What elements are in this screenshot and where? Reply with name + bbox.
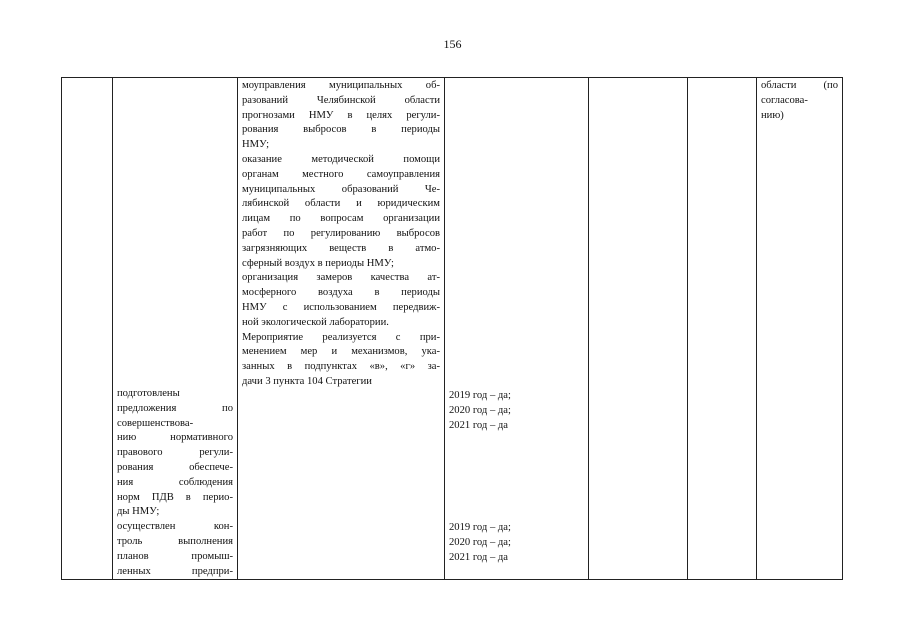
text-line: планов промыш- [117, 550, 233, 562]
text-line: дачи 3 пункта 104 Стратегии [242, 375, 372, 387]
text-line: нию) [761, 109, 784, 121]
text-line: организация замеров качества ат- [242, 272, 440, 284]
cell-years [445, 78, 589, 580]
cell-responsible [757, 78, 843, 580]
table-row [62, 78, 843, 580]
text-line: 2019 год – да; [449, 522, 511, 533]
objective-item-1 [117, 387, 233, 579]
text-line: прогнозами НМУ в целях регули- [242, 109, 440, 121]
text-line: 2020 год – да; [449, 404, 511, 416]
years-block-2 [449, 521, 584, 565]
text-line: подготовлены [117, 388, 180, 399]
cell-objectives [113, 78, 238, 580]
text-line: правового регули- [117, 447, 233, 459]
cell-empty-5 [589, 78, 688, 580]
text-line: рования обеспече- [117, 461, 233, 473]
text-line: моуправления муниципальных об- [242, 80, 440, 91]
page-number: 156 [443, 37, 462, 51]
text-line: ной экологической лаборатории. [242, 316, 389, 328]
text-line: сферный воздух в периоды НМУ; [242, 257, 394, 269]
text-line: ды НМУ; [117, 506, 160, 518]
text-line: органам местного самоуправления [242, 168, 440, 180]
text-line: 2020 год – да; [449, 536, 511, 548]
text-line: менением мер и механизмов, ука- [242, 346, 440, 358]
text-line: ленных предпри- [117, 565, 233, 577]
years-block-1 [449, 389, 584, 433]
text-line: разований Челябинской области [242, 94, 440, 106]
text-line: области (по [761, 80, 838, 91]
text-line: рования выбросов в периоды [242, 124, 440, 136]
text-line: лицам по вопросам организации [242, 213, 440, 225]
text-line: 2019 год – да; [449, 390, 511, 401]
text-line: ния соблюдения [117, 476, 233, 488]
text-line: оказание методической помощи [242, 153, 440, 165]
text-line: занных в подпунктах «в», «г» за- [242, 361, 440, 373]
text-line: троль выполнения [117, 535, 233, 547]
measures-table [61, 77, 843, 580]
text-line: лябинской области и юридическим [242, 198, 440, 210]
text-line: Мероприятие реализуется с при- [242, 331, 440, 343]
text-line: работ по регулированию выбросов [242, 227, 440, 239]
text-line: муниципальных образований Че- [242, 183, 440, 195]
text-line: осуществлен кон- [117, 521, 233, 533]
text-line: загрязняющих веществ в атмо- [242, 242, 440, 254]
text-line: НМУ с использованием передвиж- [242, 301, 440, 313]
cell-number [62, 78, 113, 580]
text-line: норм ПДВ в перио- [117, 491, 233, 503]
text-line: нию нормативного [117, 432, 233, 444]
text-line: предложения по [117, 402, 233, 414]
text-line: мосферного воздуха в периоды [242, 287, 440, 299]
text-line: согласова- [761, 94, 808, 106]
text-line: НМУ; [242, 139, 270, 151]
text-line: совершенствова- [117, 417, 194, 429]
text-line: 2021 год – да [449, 551, 508, 563]
cell-description [238, 78, 445, 580]
cell-empty-6 [688, 78, 757, 580]
text-line: 2021 год – да [449, 419, 508, 431]
